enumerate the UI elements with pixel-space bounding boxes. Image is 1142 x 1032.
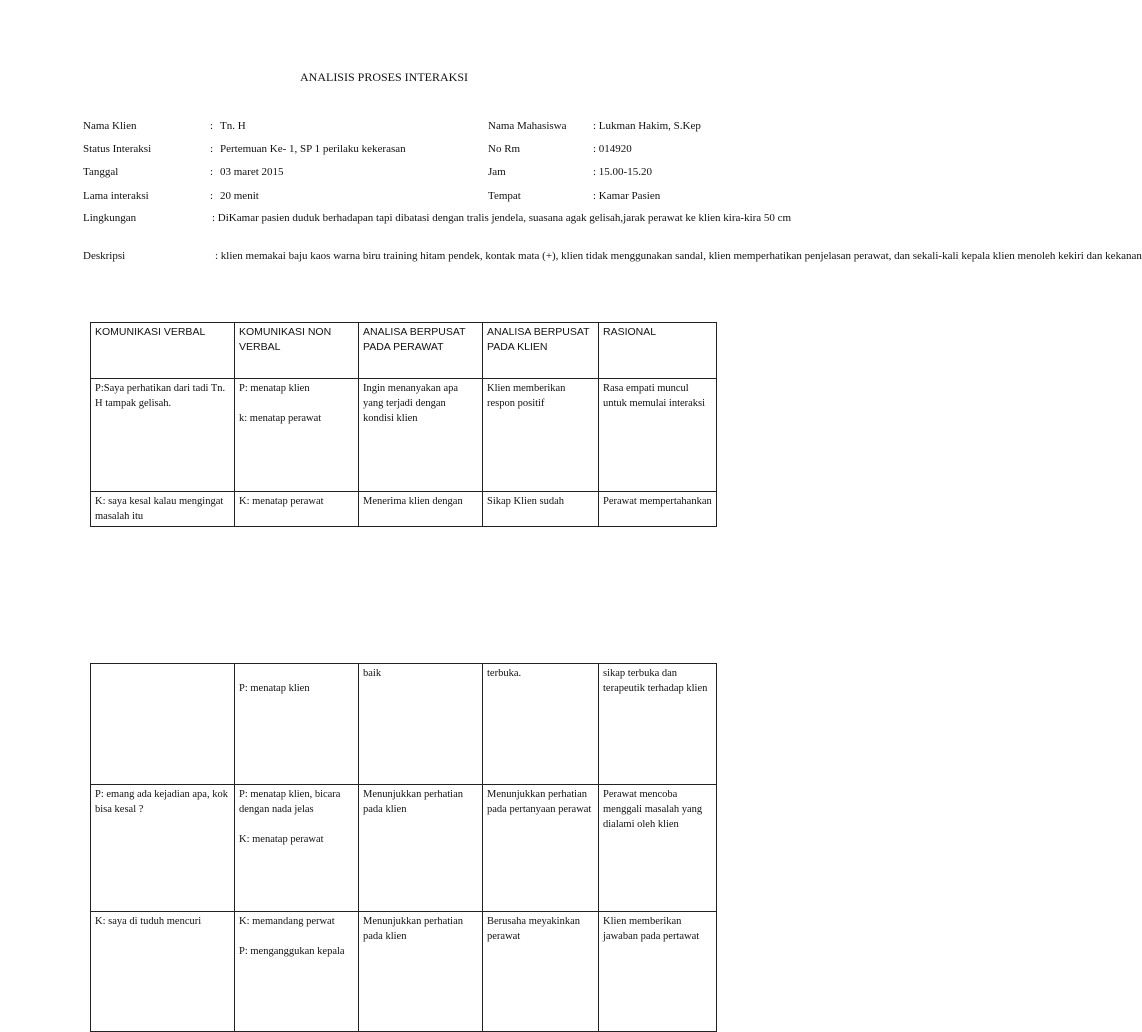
colon: :	[210, 120, 214, 132]
table-row	[91, 492, 717, 527]
cell-analisa-perawat: Menunjukkan perhatian pada klien	[359, 912, 483, 1032]
interaction-table-2	[90, 663, 717, 1032]
nonverbal-line: K: memandang perwat	[239, 916, 335, 927]
status-value: Pertemuan Ke- 1, SP 1 perilaku kekerasan	[220, 143, 406, 155]
nonverbal-line: P: menatap klien	[239, 383, 310, 394]
tanggal-label: Tanggal	[83, 166, 119, 178]
colon: :	[210, 143, 214, 155]
mahasiswa-label: Nama Mahasiswa	[488, 120, 567, 132]
jam-label: Jam	[488, 166, 506, 178]
cell-analisa-klien: terbuka.	[483, 664, 599, 785]
deskripsi-value: : klien memakai baju kaos warna biru training hitam pendek, kontak mata (+), klien tidak menggunakan sandal, klien memperhatikan penjelasan perawat, dan sekali-kali kepala klien menoleh kekiri dan kekanan	[215, 250, 1142, 262]
nonverbal-line: P: menatap klien	[239, 683, 310, 694]
header-rasional: RASIONAL	[599, 323, 717, 379]
cell-verbal	[91, 664, 235, 785]
cell-analisa-perawat: baik	[359, 664, 483, 785]
nonverbal-line: P: menganggukan kepala	[239, 946, 345, 957]
cell-analisa-klien: Klien memberikan respon positif	[483, 379, 599, 492]
cell-analisa-perawat: Menunjukkan perhatian pada klien	[359, 785, 483, 912]
cell-nonverbal	[235, 664, 359, 785]
tempat-value: : Kamar Pasien	[593, 190, 661, 202]
jam-value: : 15.00-15.20	[593, 166, 652, 178]
table-row	[91, 379, 717, 492]
nama-klien-value: Tn. H	[220, 120, 246, 132]
cell-rasional: Perawat mempertahankan	[599, 492, 717, 527]
cell-rasional: Perawat mencoba menggali masalah yang dialami oleh klien	[599, 785, 717, 912]
deskripsi-label: Deskripsi	[83, 250, 126, 262]
cell-verbal: K: saya kesal kalau mengingat masalah itu	[91, 492, 235, 527]
cell-nonverbal	[235, 912, 359, 1032]
mahasiswa-value: : Lukman Hakim, S.Kep	[593, 120, 701, 132]
table-row	[91, 785, 717, 912]
cell-verbal: P: emang ada kejadian apa, kok bisa kesal ?	[91, 785, 235, 912]
lingkungan-value: : DiKamar pasien duduk berhadapan tapi dibatasi dengan tralis jendela, suasana agak gelisah,jarak perawat ke klien kira-kira 50 cm	[212, 212, 792, 224]
header-analisa-perawat: ANALISA BERPUSAT PADA PERAWAT	[359, 323, 483, 379]
nonverbal-line: P: menatap klien, bicara dengan nada jelas	[239, 789, 341, 815]
cell-analisa-klien: Sikap Klien sudah	[483, 492, 599, 527]
colon: :	[210, 166, 214, 178]
norm-value: : 014920	[593, 143, 632, 155]
cell-analisa-klien: Menunjukkan perhatian pada pertanyaan perawat	[483, 785, 599, 912]
table-header-row	[91, 323, 717, 379]
cell-nonverbal: K: menatap perawat	[235, 492, 359, 527]
nonverbal-line: K: menatap perawat	[239, 834, 324, 845]
cell-analisa-perawat: Ingin menanyakan apa yang terjadi dengan kondisi klien	[359, 379, 483, 492]
cell-nonverbal	[235, 379, 359, 492]
cell-nonverbal	[235, 785, 359, 912]
interaction-table-1	[90, 322, 717, 527]
cell-rasional: Klien memberikan jawaban pada pertawat	[599, 912, 717, 1032]
cell-verbal: K: saya di tuduh mencuri	[91, 912, 235, 1032]
table-row	[91, 664, 717, 785]
lama-label: Lama interaksi	[83, 190, 149, 202]
status-label: Status Interaksi	[83, 143, 152, 155]
header-analisa-klien: ANALISA BERPUSAT PADA KLIEN	[483, 323, 599, 379]
colon: :	[210, 190, 214, 202]
tanggal-value: 03 maret 2015	[220, 166, 284, 178]
nama-klien-label: Nama Klien	[83, 120, 137, 132]
header-verbal: KOMUNIKASI VERBAL	[91, 323, 235, 379]
document-title: ANALISIS PROSES INTERAKSI	[299, 70, 469, 84]
table-row	[91, 912, 717, 1032]
tempat-label: Tempat	[488, 190, 521, 202]
header-nonverbal: KOMUNIKASI NON VERBAL	[235, 323, 359, 379]
cell-analisa-perawat: Menerima klien dengan	[359, 492, 483, 527]
lama-value: 20 menit	[220, 190, 259, 202]
cell-rasional: Rasa empati muncul untuk memulai interaksi	[599, 379, 717, 492]
norm-label: No Rm	[488, 143, 521, 155]
cell-verbal: P:Saya perhatikan dari tadi Tn. H tampak gelisah.	[91, 379, 235, 492]
cell-analisa-klien: Berusaha meyakinkan perawat	[483, 912, 599, 1032]
nonverbal-line: k: menatap perawat	[239, 413, 322, 424]
lingkungan-label: Lingkungan	[83, 212, 137, 224]
cell-rasional: sikap terbuka dan terapeutik terhadap klien	[599, 664, 717, 785]
